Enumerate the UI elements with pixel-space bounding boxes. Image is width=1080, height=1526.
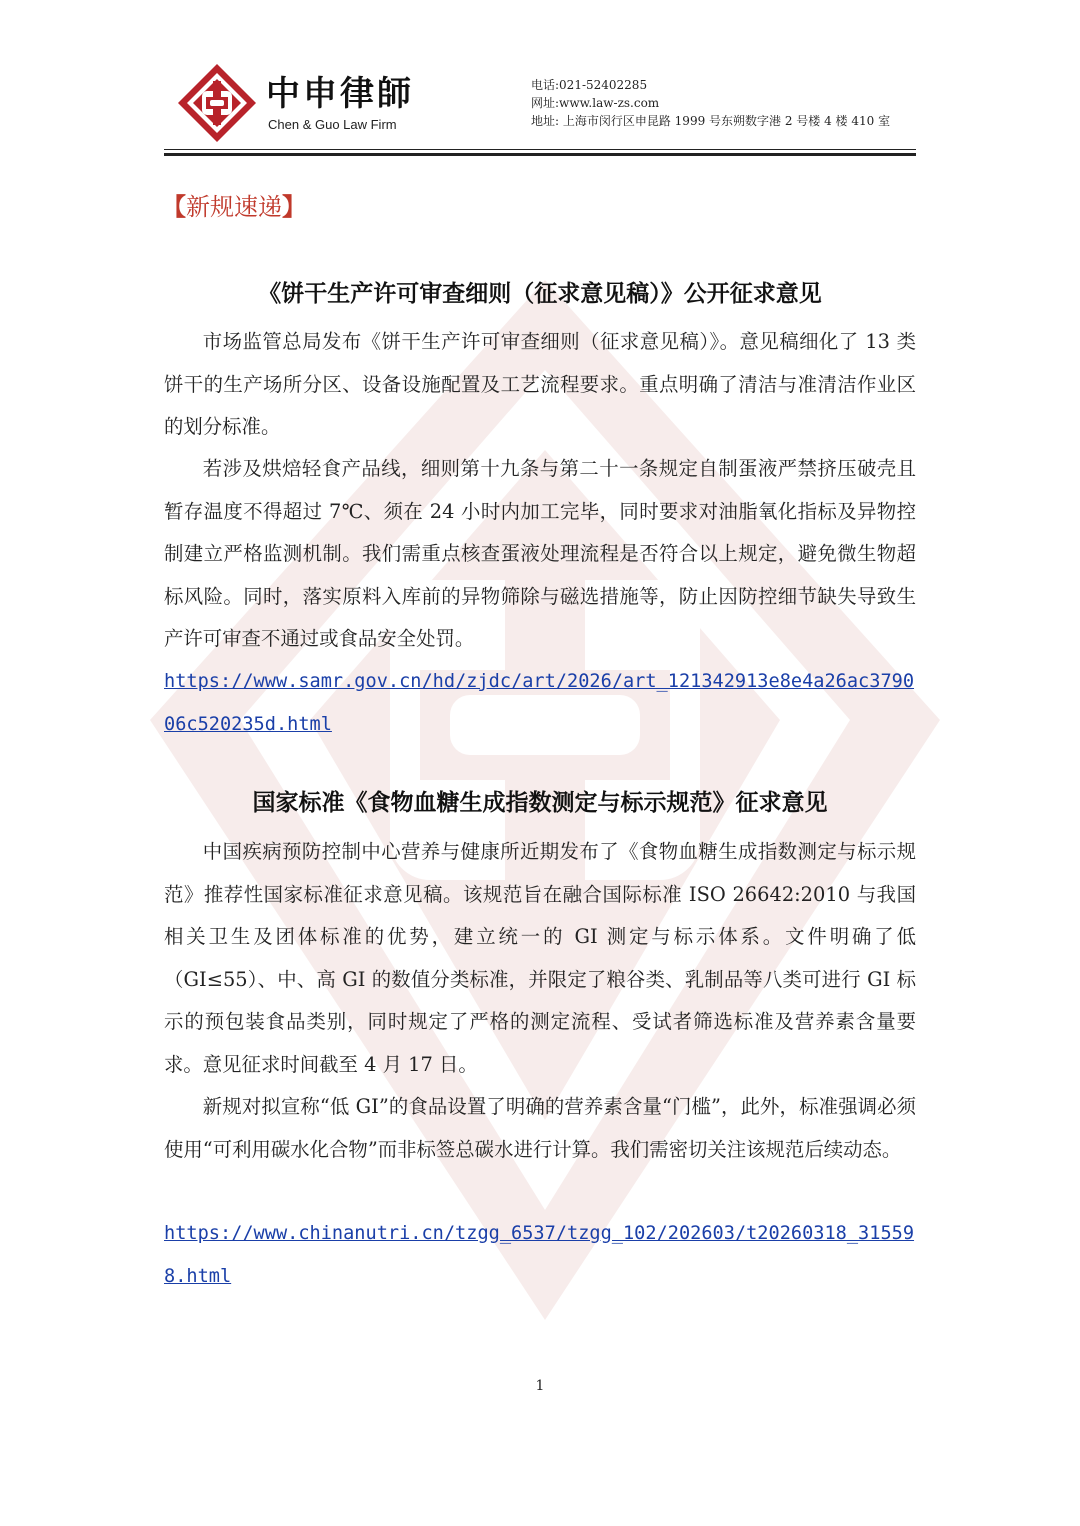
article-2-paragraph-1: 中国疾病预防控制中心营养与健康所近期发布了《食物血糖生成指数测定与标示规范》推荐性国家标准征求意见稿。该规范旨在融合国际标准 ISO 26642:2010 与我国相关卫生及团体标准的优势，建立统一的 GI 测定与标示体系。文件明确了低（GI≤55）、中、高 GI 的数值分类标准，并限定了粮谷类、乳制品等八类可进行 GI 标示的预包装食品类别，同时规定了严格的测定流程、受试者筛选标准及营养素含量要求。意见征求时间截至 4 月 17 日。 — [164, 840, 916, 1076]
firm-name-en: Chen & Guo Law Firm — [268, 117, 397, 132]
phone-line: 电话:021-52402285 — [531, 78, 648, 92]
header-divider-thick — [164, 153, 916, 156]
firm-logo-icon — [176, 62, 258, 144]
address-line: 地址: 上海市闵行区申昆路 1999 号东朔数字港 2 号楼 4 楼 410 室 — [531, 114, 891, 128]
article-2-title: 国家标准《食物血糖生成指数测定与标示规范》征求意见 — [252, 790, 828, 816]
page-number: 1 — [535, 1378, 545, 1394]
section-tag-open: 【 — [162, 192, 186, 221]
article-1-link[interactable]: https://www.samr.gov.cn/hd/zjdc/art/2026/art_121342913e8e4a26ac379006c520235d.html — [164, 671, 915, 735]
article-1-paragraph-1: 市场监管总局发布《饼干生产许可审查细则（征求意见稿）》。意见稿细化了 13 类饼干的生产场所分区、设备设施配置及工艺流程要求。重点明确了清洁与准清洁作业区的划分标准。 — [164, 330, 916, 438]
firm-name-cn: 中申律師 — [266, 74, 414, 114]
section-tag-text: 新规速递 — [186, 193, 282, 221]
section-tag — [162, 190, 306, 224]
website-line: 网址:www.law-zs.com — [531, 96, 660, 110]
article-2-paragraph-2: 新规对拟宣称“低 GI”的食品设置了明确的营养素含量“门槛”，此外，标准强调必须使用“可利用碳水化合物”而非标签总碳水进行计算。我们需密切关注该规范后续动态。 — [164, 1095, 916, 1161]
article-1-title: 《饼干生产许可审查细则（征求意见稿）》公开征求意见 — [258, 281, 822, 307]
article-1-paragraph-2: 若涉及烘焙轻食产品线，细则第十九条与第二十一条规定自制蛋液严禁挤压破壳且暂存温度不得超过 7℃、须在 24 小时内加工完毕，同时要求对油脂氧化指标及异物控制建立严格监测机制。我们需重点核查蛋液处理流程是否符合以上规定，避免微生物超标风险。同时，落实原料入库前的异物筛除与磁选措施等，防止因防控细节缺失导致生产许可审查不通过或食品安全处罚。 — [164, 457, 916, 650]
contact-block — [531, 76, 890, 130]
header-divider-thin — [164, 149, 916, 150]
article-2-link[interactable]: https://www.chinanutri.cn/tzgg_6537/tzgg_102/202603/t20260318_315598.html — [164, 1223, 915, 1287]
section-tag-close: 】 — [282, 192, 306, 221]
